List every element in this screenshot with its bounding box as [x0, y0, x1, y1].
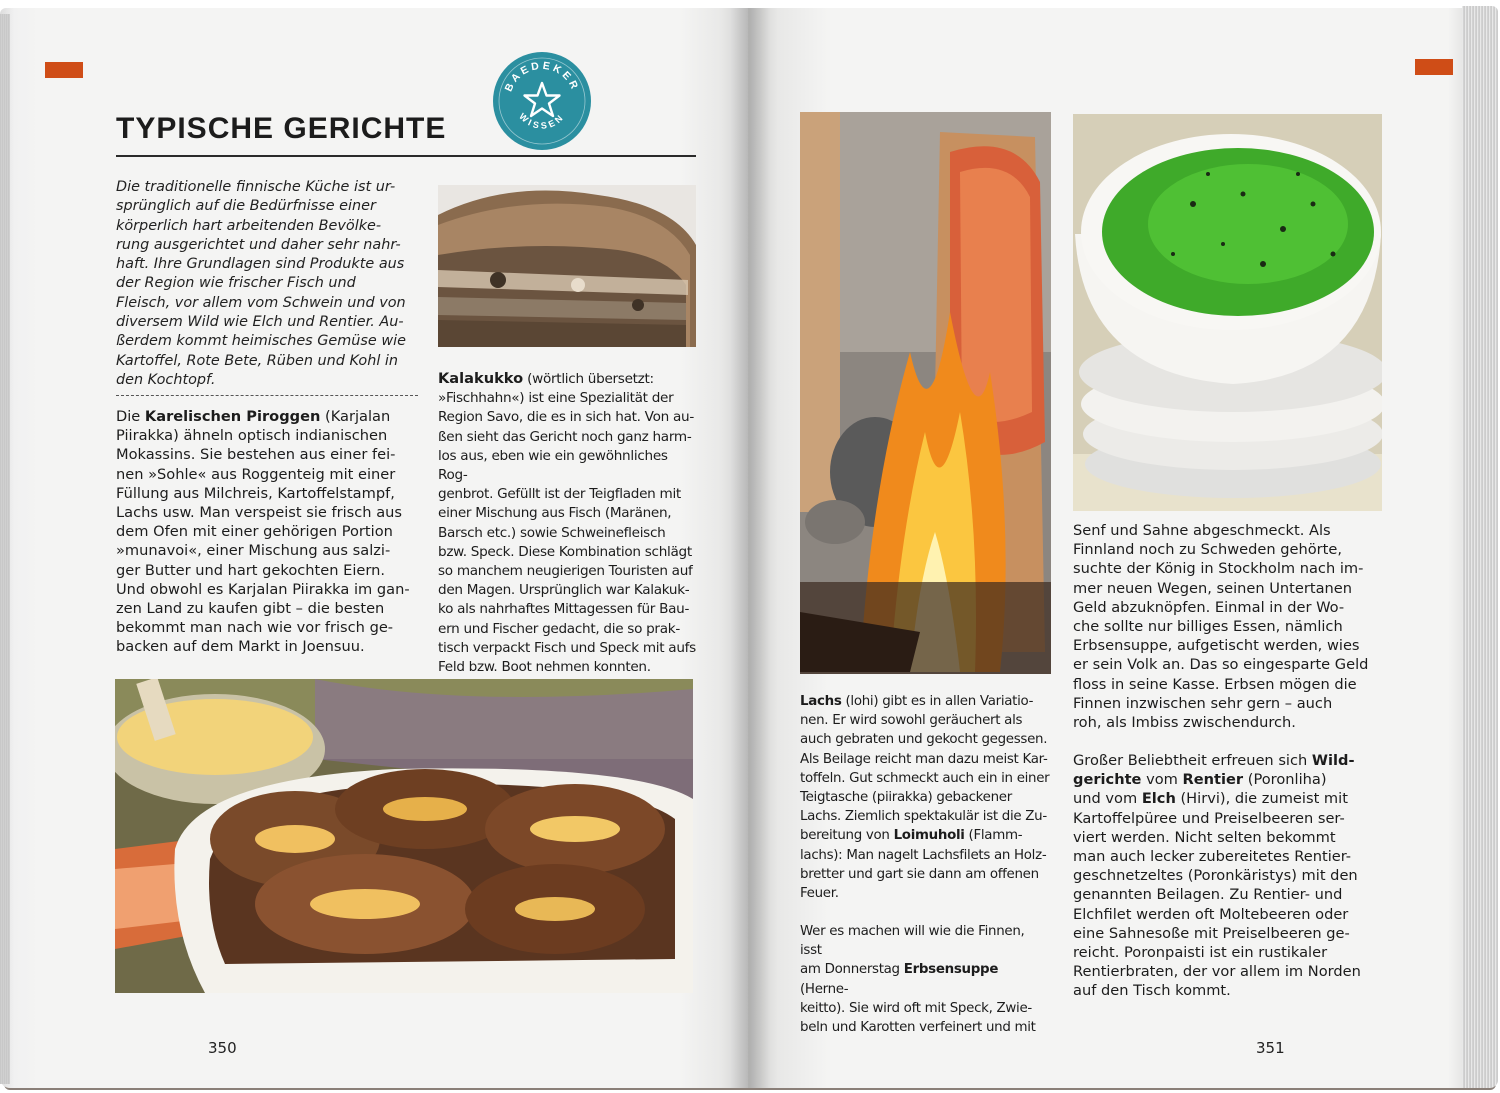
star-icon [493, 52, 591, 150]
loimuholi-flame-salmon-photo [800, 112, 1051, 674]
right-page-stack [1462, 6, 1498, 1088]
page-number-right: 351 [1256, 1039, 1285, 1057]
dashed-divider [116, 395, 418, 396]
intro-paragraph: Die traditionelle finnische Küche ist ur- sprünglich auf die Bedürfnisse einer körperlich hart arbeitenden Bevölke- rung ausgerichtet und daher sehr nahr- haft. Ihre Grundlagen sind Produkte aus der Region wie frischer Fisch und Fleisch, vor allem vom Schwein und von diversem Wild wie Elch und Rentier. Au- ßerdem kommt heimisches Gemüse wie Kartoffel, Rote Bete, Rüben und Kohl in den Kochtopf. [116, 179, 406, 388]
wildgerichte-paragraph: Großer Beliebtheit erfreuen sich Wild- gerichte vom Rentier (Poronliha) und vom Elch (Hirvi), die zumeist mit Kartoffelpüree und Preiselbeeren ser- viert werden. Nicht selten bekommt man auch lecker zubereitetes Rentier- geschnetzeltes (Poronkäristys) mit den genannten Beilagen. Zu Rentier- und Elchfilet werden oft Moltebeeren oder eine Sahnesoße mit Preiselbeeren ge- reicht. Poronpaisti ist ein rustikaler Rentierbraten, der vor allem im Norden auf den Tisch kommt. [1073, 752, 1361, 1000]
spine-shadow [730, 8, 770, 1088]
lachs-paragraph: Lachs (lohi) gibt es in allen Variatio- nen. Er wird sowohl geräuchert als auch gebraten und gekocht gegessen. Als Beilage reicht man dazu meist Kar- toffeln. Gut schmeckt auch ein in einer Teigtasche (piirakka) gebackener Lachs. Ziemlich spektakulär ist die Zu- bereitung von Loimuholi (Flamm- lachs): Man nagelt Lachsfilets an Holz- bretter und gart sie dann am offenen Feuer. [800, 694, 1050, 902]
kalakukko-paragraph: Kalakukko (wörtlich übersetzt: »Fischhahn«) ist eine Spezialität der Region Savo, die es in sich hat. Von au- ßen sieht das Gericht noch ganz harm- los aus, eben wie ein gewöhnliches Rog- genbrot. Gefüllt ist der Teigfladen mit einer Mischung aus Fisch (Maränen, Barsch etc.) sowie Schweinefleisch bzw. Speck. Diese Kombination schlägt so manchem neugierigen Touristen auf den Magen. Ursprünglich war Kalakuk- ko als nahrhaftes Mittagessen für Bau- ern und Fischer gedacht, die so prak- tisch verpackt Fisch und Speck mit aufs Feld bzw. Boot nehmen konnten. [438, 370, 696, 676]
svg-text:WISSEN: WISSEN [517, 111, 567, 131]
section-title: TYPISCHE GERICHTE [116, 112, 447, 145]
chapter-tab-right [1415, 59, 1453, 75]
chapter-tab-left [45, 62, 83, 78]
kalakukko-photo [438, 185, 696, 347]
karelian-piroggen-paragraph: Die Karelischen Piroggen (Karjalan Piirakka) ähneln optisch indianischen Mokassins. Sie bestehen aus einer fei- nen »Sohle« aus Roggenteig mit einer Füllung aus Milchreis, Kartoffelstampf, Lachs usw. Man verspeist sie frisch aus dem Ofen mit einer gehörigen Portion »munavoi«, einer Mischung aus salzi- ger Butter und hart gekochten Eiern. Und obwohl es Karjalan Piirakka im gan- zen Land zu kaufen gibt – die besten bekommt man nach wie vor frisch ge- backen auf dem Markt in Joensuu. [116, 408, 410, 656]
erbsensuppe-photo [1073, 114, 1382, 511]
left-page-stack [0, 14, 10, 1084]
title-rule [116, 155, 696, 157]
svg-text:BAEDEKER: BAEDEKER [502, 59, 582, 94]
baedeker-wissen-badge [493, 52, 591, 150]
karelian-piroggen-photo [115, 679, 693, 993]
erbsensuppe-history-paragraph: Senf und Sahne abgeschmeckt. Als Finnland noch zu Schweden gehörte, suchte der König in Stockholm nach im- mer neuen Wegen, seinen Untertanen Geld abzuknöpfen. Einmal in der Wo- che sollte nur billiges Essen, nämlich Erbsensuppe, aufgetischt werden, wies er sein Volk an. Das so eingesparte Geld floss in seine Kasse. Erbsen mögen die Finnen inzwischen sehr gern – auch roh, als Imbiss zwischendurch. [1073, 522, 1369, 732]
erbsensuppe-paragraph: Wer es machen will wie die Finnen, isst am Donnerstag Erbsensuppe (Herne- keitto). Sie wird oft mit Speck, Zwie- beln und Karotten verfeinert und mit [800, 924, 1036, 1036]
page-number-left: 350 [208, 1039, 237, 1057]
